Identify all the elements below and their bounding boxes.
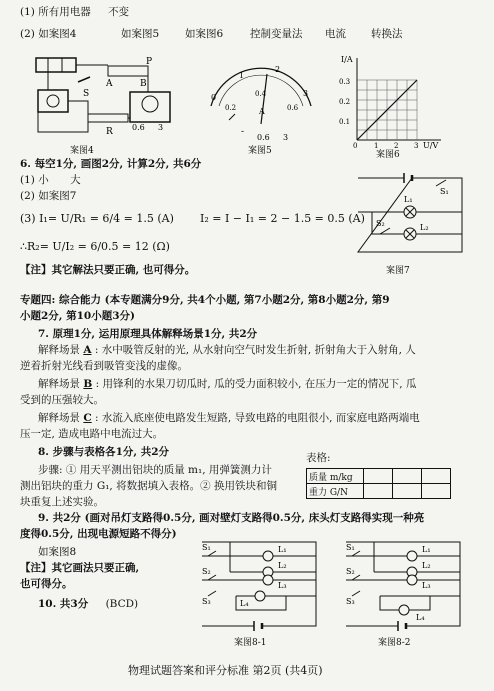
q6-formula-3: ∴R₂= U/I₂ = 6/0.5 = 12 (Ω) xyxy=(20,240,170,253)
q6-a2: (2) 如案图7 xyxy=(20,190,77,202)
q9-heading-2: 度得0.5分, 出现电源短路不得分) xyxy=(20,528,177,540)
ammeter-box xyxy=(38,90,68,112)
terminal-3: 3 xyxy=(283,133,289,142)
ammeter-dial xyxy=(47,95,59,107)
lamp-L1 xyxy=(407,551,417,561)
q7-a-line xyxy=(38,344,416,357)
q7-c-key: C xyxy=(83,412,92,424)
q7-b-line xyxy=(38,378,416,391)
q9-heading: 9. 共2分 (画对吊灯支路得0.5分, 画对壁灯支路得0.5分, 床头灯支路得实现一种亮 xyxy=(38,512,425,524)
q1-text: (1) 所有用电器 xyxy=(20,6,91,18)
tick-0: 0 xyxy=(211,93,217,102)
fig8-1-caption: 案图8-1 xyxy=(234,638,267,648)
q7-a-text1: : 水中吸管反射的光, 从水射向空气时发生折射, 折射角大于入射角, 人 xyxy=(94,344,416,356)
label-S3: S₃ xyxy=(202,597,211,606)
q9-note-2: 也可得分。 xyxy=(20,578,73,590)
label-L1: L₁ xyxy=(278,545,287,554)
q8-step-1: 步骤: ① 用天平测出铝块的质量 m₁, 用弹簧测力计 xyxy=(38,464,272,476)
q6-a1-b: 大 xyxy=(70,174,81,186)
xtick-label: 1 xyxy=(374,142,379,150)
probe xyxy=(229,114,235,120)
q2-lead: (2) 如案图4 xyxy=(20,28,77,40)
xtick-label: 2 xyxy=(394,142,399,150)
q2-line xyxy=(20,28,76,41)
label-A: A xyxy=(106,79,113,89)
q7-b-label: 解释场景 xyxy=(38,378,80,390)
q8-table-label: 表格: xyxy=(306,452,331,464)
tick-0.4: 0.4 xyxy=(255,90,267,98)
row-label-mass: 质量 m/kg xyxy=(307,469,364,484)
q8-data-table xyxy=(306,468,451,499)
q10-heading: 10. 共3分 xyxy=(38,598,89,610)
table-cell xyxy=(393,484,422,499)
label-L2: L₂ xyxy=(422,561,431,570)
q10-answer: (BCD) xyxy=(105,598,139,610)
label-S: S xyxy=(83,89,90,99)
fig6-caption: 案图6 xyxy=(376,150,400,160)
q6-a1 xyxy=(20,174,81,187)
table-cell xyxy=(364,469,393,484)
lamp-L3 xyxy=(263,575,273,585)
ytick-label: 0.3 xyxy=(339,78,351,86)
figure-5-ammeter xyxy=(205,64,317,146)
battery-box xyxy=(36,58,76,72)
var-current: 电流 xyxy=(325,28,346,40)
switch-S1 xyxy=(436,180,446,186)
tick-0.6: 0.6 xyxy=(287,104,299,112)
lamp-L3 xyxy=(407,575,417,585)
q6-heading: 6. 每空1分, 画图2分, 计算2分, 共6分 xyxy=(20,158,202,170)
branch-wires xyxy=(346,542,460,610)
row-label-weight: 重力 G/N xyxy=(307,484,364,499)
q6-formula-2: I₂ = I − I₁ = 2 − 1.5 = 0.5 (A) xyxy=(200,212,365,225)
q7-a-label: 解释场景 xyxy=(38,344,80,356)
xtick-label: 0 xyxy=(353,142,358,150)
terminal-3: 3 xyxy=(158,123,164,132)
tick-2: 2 xyxy=(275,65,281,74)
topic4-heading: 专题四: 综合能力 (本专题满分9分, 共4个小题, 第7小题2分, 第8小题2分, 第9 xyxy=(20,294,390,306)
label-S2: S₂ xyxy=(376,219,385,228)
q7-a-text2: 逆着折射光线看到吸管变浅的虚像。 xyxy=(20,360,188,372)
q7-heading: 7. 原理1分, 运用原理具体解释场景1分, 共2分 xyxy=(38,328,258,340)
q7-c-line xyxy=(38,412,420,425)
tick-1: 1 xyxy=(239,71,245,80)
label-S1: S₁ xyxy=(346,543,355,552)
q10-line xyxy=(38,598,138,611)
table-row xyxy=(307,469,451,484)
label-B: B xyxy=(140,79,147,89)
label-S2: S₂ xyxy=(346,567,355,576)
figure-4-circuit xyxy=(28,52,178,144)
x-unit: U/V xyxy=(423,141,439,150)
label-L1: L₁ xyxy=(422,545,431,554)
fig4-caption: 案图4 xyxy=(70,146,94,156)
q7-c-text2: 压一定, 造成电路中电流过大。 xyxy=(20,428,164,440)
q7-b-text1: : 用锋利的水果刀切瓜时, 瓜的受力面积较小, 在压力一定的情况下, 瓜 xyxy=(95,378,417,390)
label-L1: L₁ xyxy=(404,195,413,204)
q8-heading: 8. 步骤与表格各1分, 共2分 xyxy=(38,446,170,458)
rheostat xyxy=(108,66,148,76)
fig5-caption: 案图5 xyxy=(248,146,272,156)
label-L2: L₂ xyxy=(278,561,287,570)
label-S1: S₁ xyxy=(202,543,211,552)
q6-formula-1: (3) I₁= U/R₁ = 6/4 = 1.5 (A) xyxy=(20,212,174,225)
table-row xyxy=(307,484,451,499)
q6-a1-text: (1) 小 xyxy=(20,174,49,186)
q1-answer: 不变 xyxy=(108,6,130,18)
y-unit: I/A xyxy=(341,55,353,64)
topic4-heading-2: 小题2分, 第10小题3分) xyxy=(20,310,136,322)
q7-b-key: B xyxy=(83,378,93,390)
q8-step-2: 测出铝块的重力 G₁, 将数据填入表格。② 换用铁块和铜 xyxy=(20,480,277,492)
figure-7-circuit xyxy=(352,172,472,264)
label-S1: S₁ xyxy=(440,187,449,196)
q7-b-text2: 受到的压强较大。 xyxy=(20,394,104,406)
label-L3: L₃ xyxy=(278,581,287,590)
switch-S xyxy=(78,77,90,82)
label-S2: S₂ xyxy=(202,567,211,576)
xtick-label: 3 xyxy=(414,142,419,150)
table-cell xyxy=(364,484,393,499)
table-cell xyxy=(422,469,451,484)
label-R: R xyxy=(106,127,113,137)
fig7-caption: 案图7 xyxy=(386,266,410,276)
table-cell xyxy=(422,484,451,499)
method-control-variable: 控制变量法 xyxy=(250,28,303,40)
terminal-0.6: 0.6 xyxy=(257,133,270,142)
method-conversion: 转换法 xyxy=(371,28,403,40)
tick-3: 3 xyxy=(303,89,309,98)
q7-a-key: A xyxy=(83,344,92,356)
q1-line xyxy=(20,6,129,19)
lamp-L1 xyxy=(263,551,273,561)
resistor-R xyxy=(88,114,128,122)
q8-step-3: 块重复上述实验。 xyxy=(20,496,104,508)
label-L2: L₂ xyxy=(420,223,429,232)
figure-8-2-circuit xyxy=(340,536,466,634)
q7-c-label: 解释场景 xyxy=(38,412,80,424)
label-L3: L₃ xyxy=(422,581,431,590)
lamp-L4 xyxy=(399,605,409,615)
fig5-ref: 如案图5 xyxy=(121,28,160,40)
tick-0.2: 0.2 xyxy=(225,104,237,112)
switch-S2 xyxy=(380,228,390,234)
ytick-label: 0.1 xyxy=(339,118,351,126)
fig6-ref: 如案图6 xyxy=(185,28,224,40)
figure-8-1-circuit xyxy=(196,536,322,634)
label-S3: S₃ xyxy=(346,597,355,606)
meter-dial xyxy=(142,96,158,112)
ytick-label: 0.2 xyxy=(339,98,351,106)
lamp-L4 xyxy=(255,591,265,601)
q6-note: 【注】其它解法只要正确, 也可得分。 xyxy=(20,264,196,276)
label-P: P xyxy=(146,57,153,67)
q9-answer: 如案图8 xyxy=(38,546,77,558)
figure-6-graph xyxy=(335,56,445,148)
outer-wires xyxy=(202,542,316,626)
label-L4: L₄ xyxy=(240,599,249,608)
q7-c-text1: : 水流入底座使电路发生短路, 导致电路的电阻很小, 而家庭电路两端电 xyxy=(95,412,420,424)
unit-A: A xyxy=(259,107,265,116)
label-L4: L₄ xyxy=(416,613,425,622)
q9-note-1: 【注】其它画法只要正确, xyxy=(20,562,140,574)
terminal-0.6: 0.6 xyxy=(132,123,145,132)
page-footer: 物理试题答案和评分标准 第2页 (共4页) xyxy=(128,664,323,677)
dial-arc xyxy=(211,68,311,106)
dial-needle xyxy=(261,74,267,124)
fig8-2-caption: 案图8-2 xyxy=(378,638,411,648)
table-cell xyxy=(393,469,422,484)
terminal-minus: - xyxy=(241,127,245,137)
